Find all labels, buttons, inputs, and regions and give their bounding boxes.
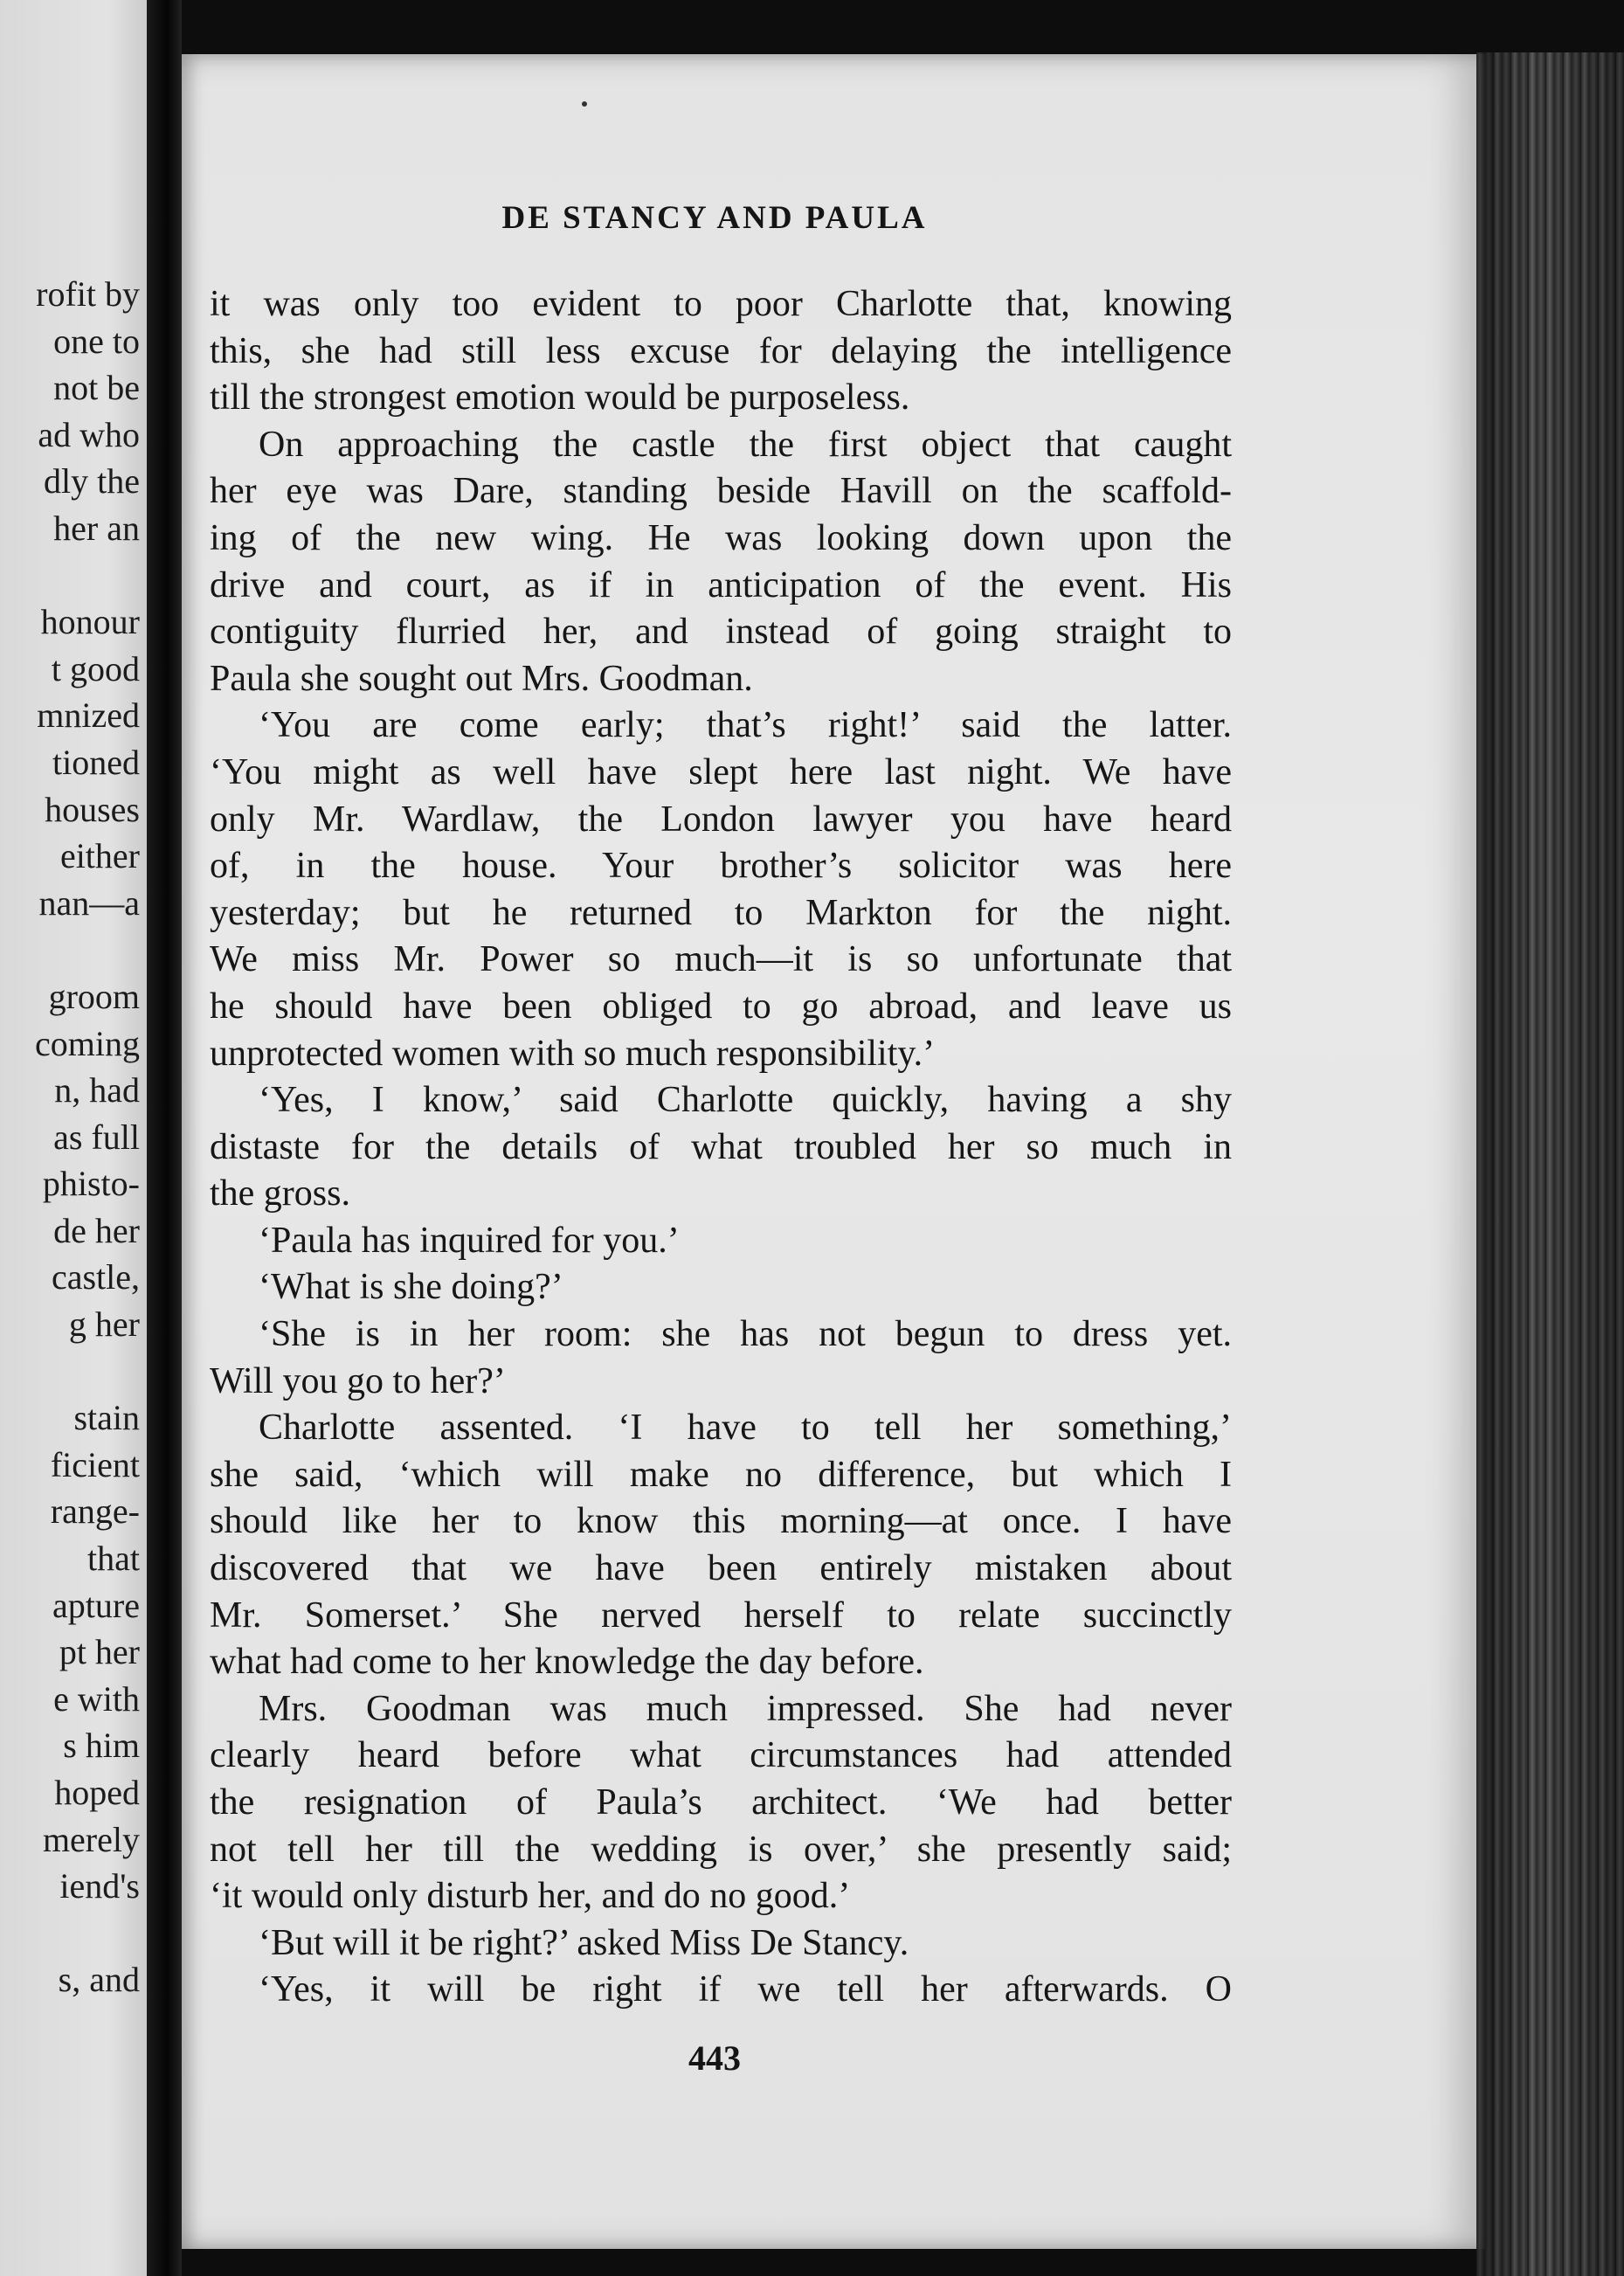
page-edges-shadow xyxy=(1476,52,1624,2276)
left-page-text xyxy=(0,271,140,2003)
left-text-line: coming xyxy=(35,1023,140,1063)
left-page-fragment xyxy=(0,0,153,2276)
text-line: the gross. xyxy=(210,1173,350,1214)
text-line: yesterday; but he returned to Markton for the night. xyxy=(210,892,1232,933)
text-line: Paula she sought out Mrs. Goodman. xyxy=(210,658,753,699)
body-text xyxy=(210,281,1232,2014)
left-text-line: g her xyxy=(68,1304,140,1345)
left-text-line: e with xyxy=(53,1678,140,1719)
text-line: clearly heard before what circumstances had attended xyxy=(210,1735,1232,1776)
text-line: contiguity flurried her, and instead of going straight to xyxy=(210,612,1232,653)
left-text-line: ficient xyxy=(50,1444,140,1484)
text-line: ‘Paula has inquired for you.’ xyxy=(259,1220,680,1261)
text-line: On approaching the castle the first object that caught xyxy=(259,424,1232,465)
text-line: ‘She is in her room: she has not begun to dress yet. xyxy=(259,1314,1232,1355)
left-text-line: tioned xyxy=(52,742,140,782)
left-text-line: nan—a xyxy=(38,882,140,923)
page-number: 443 xyxy=(688,2038,741,2078)
left-text-line: t good xyxy=(51,648,140,688)
left-text-line xyxy=(0,1348,140,1395)
running-head: DE STANCY AND PAULA xyxy=(501,200,928,236)
left-text-line: not be xyxy=(53,368,140,408)
text-line: ‘Yes, I know,’ said Charlotte quickly, having a shy xyxy=(259,1080,1232,1121)
text-line: ‘But will it be right?’ asked Miss De Stancy. xyxy=(259,1922,909,1963)
text-line: this, she had still less excuse for delaying the intelligence xyxy=(210,330,1232,371)
text-line: of, in the house. Your brother’s solicitor was here xyxy=(210,846,1232,887)
left-text-line: pt her xyxy=(59,1632,140,1672)
text-line: ‘You might as well have slept here last night. We have xyxy=(210,751,1232,792)
text-line: only Mr. Wardlaw, the London lawyer you have heard xyxy=(210,799,1232,840)
text-line: Mr. Somerset.’ She nerved herself to relate succinctly xyxy=(210,1595,1232,1636)
left-text-line xyxy=(0,1910,140,1957)
left-text-line: honour xyxy=(40,602,140,642)
left-text-line: s, and xyxy=(58,1960,140,2000)
text-line: ‘it would only disturb her, and do no good.’ xyxy=(210,1876,851,1917)
left-text-line: hoped xyxy=(54,1773,140,1812)
left-text-line: range- xyxy=(50,1491,140,1532)
text-line: ‘You are come early; that’s right!’ said the latter. xyxy=(259,705,1232,746)
left-text-line: either xyxy=(59,836,140,876)
left-text-line: her an xyxy=(53,508,140,548)
text-line: drive and court, as if in anticipation of the event. His xyxy=(210,564,1232,605)
left-text-line: n, had xyxy=(54,1070,140,1110)
text-line: distaste for the details of what troubled her so much in xyxy=(210,1126,1232,1167)
left-text-line: houses xyxy=(45,789,140,829)
left-text-line: castle, xyxy=(51,1257,140,1297)
paper-speck xyxy=(582,101,587,107)
left-text-line: apture xyxy=(52,1585,140,1625)
left-text-line xyxy=(0,926,140,973)
left-text-line: rofit by xyxy=(36,274,140,314)
left-text-line: s him xyxy=(63,1726,140,1766)
left-text-line xyxy=(0,552,140,599)
text-line: she said, ‘which will make no difference, but which I xyxy=(210,1454,1232,1495)
left-text-line: de her xyxy=(53,1210,140,1250)
text-line: ‘Yes, it will be right if we tell her afterwards. O xyxy=(259,1969,1232,2010)
text-line: ‘What is she doing?’ xyxy=(259,1267,563,1308)
text-line: We miss Mr. Power so much—it is so unfortunate that xyxy=(210,939,1232,980)
left-text-line: ad who xyxy=(38,414,140,454)
text-line: should like her to know this morning—at once. I have xyxy=(210,1501,1232,1542)
left-text-line: dly the xyxy=(44,461,140,502)
left-text-line: iend's xyxy=(59,1866,140,1906)
left-text-line: merely xyxy=(42,1819,140,1859)
text-line: Mrs. Goodman was much impressed. She had never xyxy=(259,1688,1232,1729)
left-text-line: stain xyxy=(73,1398,140,1438)
text-line: he should have been obliged to go abroad, and leave us xyxy=(210,986,1232,1027)
text-line: her eye was Dare, standing beside Havill on the scaffold- xyxy=(210,471,1232,512)
book-gutter xyxy=(147,0,182,2276)
text-line: Charlotte assented. ‘I have to tell her something,’ xyxy=(259,1408,1232,1449)
text-line: what had come to her knowledge the day before. xyxy=(210,1642,924,1683)
left-text-line: groom xyxy=(48,976,140,1016)
text-line: not tell her till the wedding is over,’ she presently said; xyxy=(210,1829,1232,1870)
text-line: it was only too evident to poor Charlotte that, knowing xyxy=(210,284,1232,324)
text-line: discovered that we have been entirely mistaken about xyxy=(210,1548,1232,1589)
left-text-line: that xyxy=(87,1539,140,1579)
left-text-line: phisto- xyxy=(42,1164,140,1204)
text-line: Will you go to her?’ xyxy=(210,1360,506,1401)
text-line: unprotected women with so much responsibility.’ xyxy=(210,1033,936,1074)
left-text-line: mnized xyxy=(37,695,140,736)
left-text-line: one to xyxy=(53,321,140,361)
text-line: till the strongest emotion would be purposeless. xyxy=(210,377,910,419)
text-line: ing of the new wing. He was looking down upon the xyxy=(210,517,1232,558)
left-text-line: as full xyxy=(53,1117,140,1157)
text-line: the resignation of Paula’s architect. ‘We had better xyxy=(210,1782,1232,1823)
